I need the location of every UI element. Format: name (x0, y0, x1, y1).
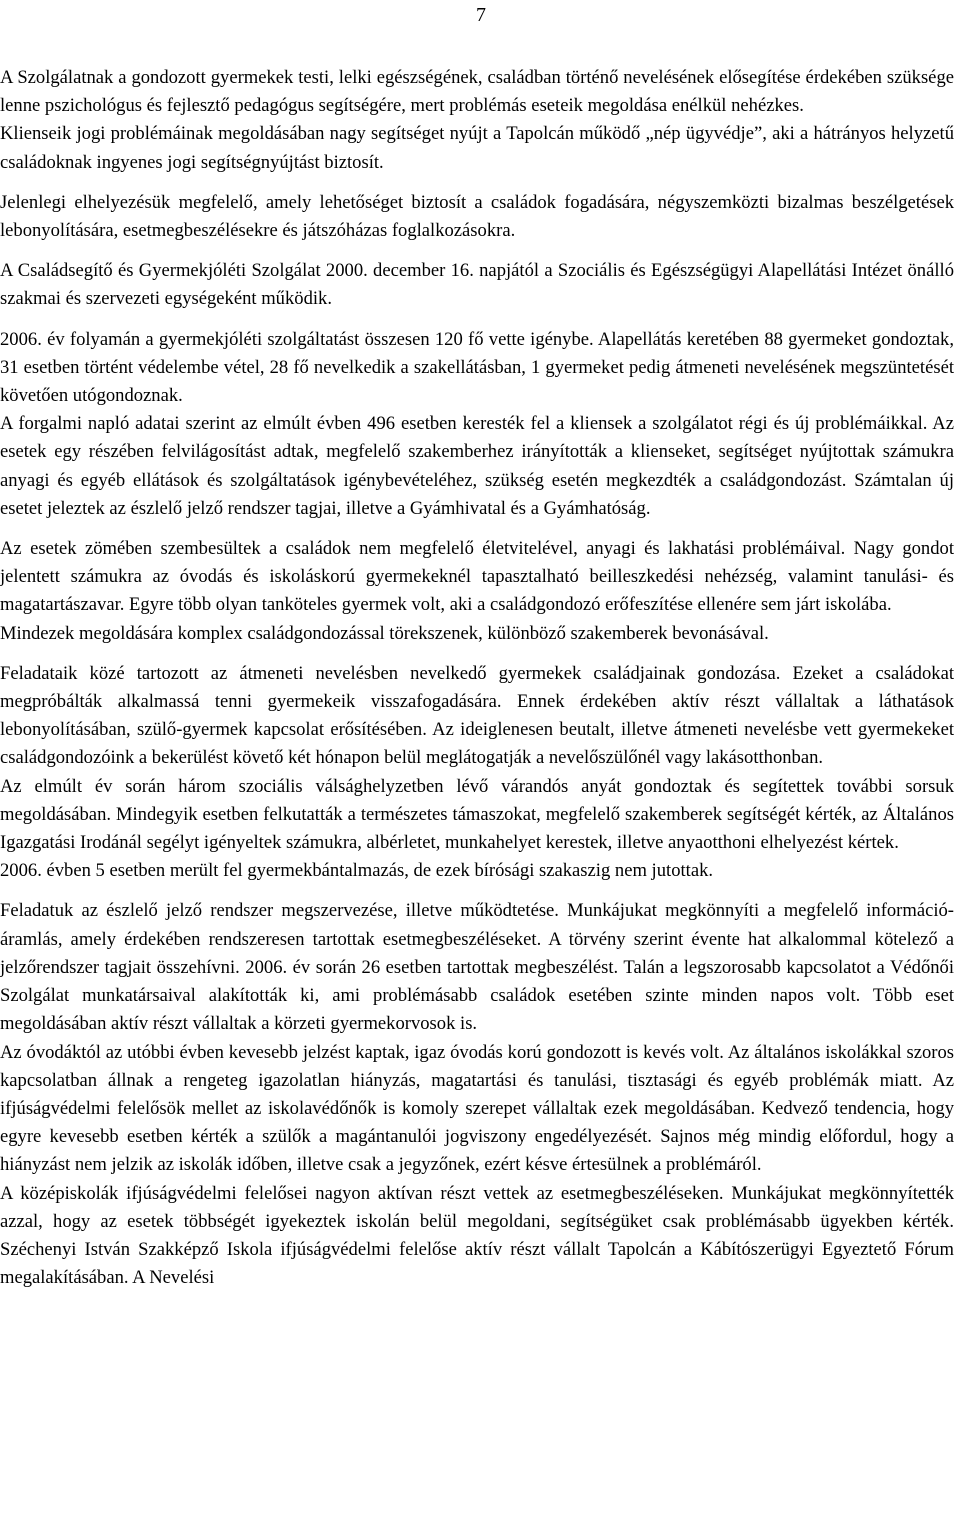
paragraph: Mindezek megoldására komplex családgondozással törekszenek, különböző szakemberek bevonásával. (0, 622, 769, 644)
paragraph: Feladatuk az észlelő jelző rendszer megszervezése, illetve működtetése. Munkájukat megkönnyíti a megfelelő információ-áramlás, amely érdekében rendszeresen tartottak esetmegbeszéléseket. A törvény szerint évente hat alkalommal kötelező a jelzőrendszer tagjait összehívni. 2006. év során 26 esetben tartottak megbeszélést. Talán a legszorosabb kapcsolatot a Védőnői Szolgálat munkatársaival alakították ki, ami problémásabb családok esetében szinte minden napos volt. Több eset megoldásában aktív részt vállaltak a körzeti gyermekorvosok is. (0, 900, 954, 1035)
paragraph: Klienseik jogi problémáinak megoldásában nagy segítséget nyújt a Tapolcán működő „nép ügyvédje”, aki a hátrányos helyzetű családoknak ingyenes jogi segítségnyújtást biztosít. (0, 123, 954, 173)
text-block (0, 897, 954, 1292)
text-block (0, 189, 954, 245)
text-block (0, 660, 954, 886)
paragraph: A Szolgálatnak a gondozott gyermekek testi, lelki egészségének, családban történő nevelésének elősegítése érdekében szüksége lenne pszichológus és fejlesztő pedagógus segítségére, mert problémás eseteik megoldása enélkül nehézkes. (0, 67, 954, 117)
text-block (0, 535, 954, 648)
document-body (0, 64, 954, 1292)
text-block (0, 326, 954, 523)
paragraph: 2006. év folyamán a gyermekjóléti szolgáltatást összesen 120 fő vette igénybe. Alapellátás keretében 88 gyermeket gondoztak, 31 esetben történt védelembe vétel, 28 fő nevelkedik a szakellátásban, 1 gyermeket pedig átmeneti nevelésének megszüntetését követően utógondoznak. (0, 328, 954, 407)
text-block (0, 257, 954, 313)
paragraph: Jelenlegi elhelyezésük megfelelő, amely lehetőséget biztosít a családok fogadására, négyszemközti bizalmas beszélgetések lebonyolítására, esetmegbeszélésekre és játszóházas foglalkozásokra. (0, 191, 954, 242)
paragraph: Az óvodáktól az utóbbi évben kevesebb jelzést kaptak, igaz óvodás korú gondozott is kevés volt. Az általános iskolákkal szoros kapcsolatban állnak a rengeteg igazolatlan hiányzás, magatartási és tanulási, tisztasági és egyéb problémák miatt. Az ifjúságvédelmi felelősök mellet az iskolavédőnők is komoly szerepet vállaltak ezek megoldásában. Kedvező tendencia, hogy egyre kevesebb esetben kérték a szülők a magántanulói jogviszony engedélyezését. Sajnos még mindig előfordul, hogy a hiányzást nem jelzik az iskolák időben, illetve csak a jegyzőnek, ezért késve értesülnek a problémáról. (0, 1041, 954, 1176)
paragraph: 2006. évben 5 esetben merült fel gyermekbántalmazás, de ezek bírósági szakaszig nem jutottak. (0, 860, 714, 882)
paragraph: Az elmúlt év során három szociális válsághelyzetben lévő várandós anyát gondoztak és segítettek további sorsuk megoldásában. Mindegyik esetben felkutatták a természetes támaszokat, megfelelő szakemberek segítségét kérték, az Általános Igazgatási Irodánál segélyt igényeltek számukra, albérletet, munkahelyet kerestek, illetve anyaotthoni elhelyezést kértek. (0, 775, 954, 854)
paragraph: A Családsegítő és Gyermekjóléti Szolgálat 2000. december 16. napjától a Szociális és Egészségügyi Alapellátási Intézet önálló szakmai és szervezeti egységeként működik. (0, 260, 954, 310)
text-block (0, 64, 954, 177)
paragraph: Feladataik közé tartozott az átmeneti nevelésben nevelkedő gyermekek családjainak gondozása. Ezeket a családokat megpróbálták alkalmassá tenni gyermekeik visszafogadására. Ennek érdekében aktív részt vállaltak a láthatások lebonyolításában, szülő-gyermek kapcsolat erősítésében. Az ideiglenesen beutalt, illetve átmeneti nevelésbe vett gyermekeket családgondozóink a bekerülést követő két hónapon belül meglátogatják a nevelőszülőnél vagy lakásotthonban. (0, 662, 954, 769)
page-number: 7 (476, 4, 486, 26)
paragraph: A forgalmi napló adatai szerint az elmúlt évben 496 esetben keresték fel a kliensek a szolgálatot régi és új problémáikkal. Az esetek egy részében felvilágosítást adtak, megfelelő szakemberhez irányították a klienseket, segítséget nyújtottak számukra anyagi és egyéb ellátások és szolgáltatások igénybevételéhez, szükség esetén megkezdték a családgondozást. Számtalan új esetet jeleztek az észlelő jelző rendszer tagjai, illetve a Gyámhivatal és a Gyámhatóság. (0, 413, 954, 519)
paragraph: Az esetek zömében szembesültek a családok nem megfelelő életvitelével, anyagi és lakhatási problémáival. Nagy gondot jelentett számukra az óvodás és iskoláskorú gyermekeknél tapasztalható beilleszkedési nehézség, valamint tanulási- és magatartászavar. Egyre több olyan tanköteles gyermek volt, aki a családgondozó erőfeszítése ellenére sem járt iskolába. (0, 538, 954, 616)
paragraph: A középiskolák ifjúságvédelmi felelősei nagyon aktívan részt vettek az esetmegbeszéléseken. Munkájukat megkönnyítették azzal, hogy az esetek többségét igyekeztek iskolán belül megoldani, segítségüket csak problémásabb ügyekben kérték. Széchenyi István Szakképző Iskola ifjúságvédelmi felelőse aktív részt vállalt Tapolcán a Kábítószerügyi Egyeztető Fórum megalakításában. A Nevelési (0, 1182, 954, 1289)
